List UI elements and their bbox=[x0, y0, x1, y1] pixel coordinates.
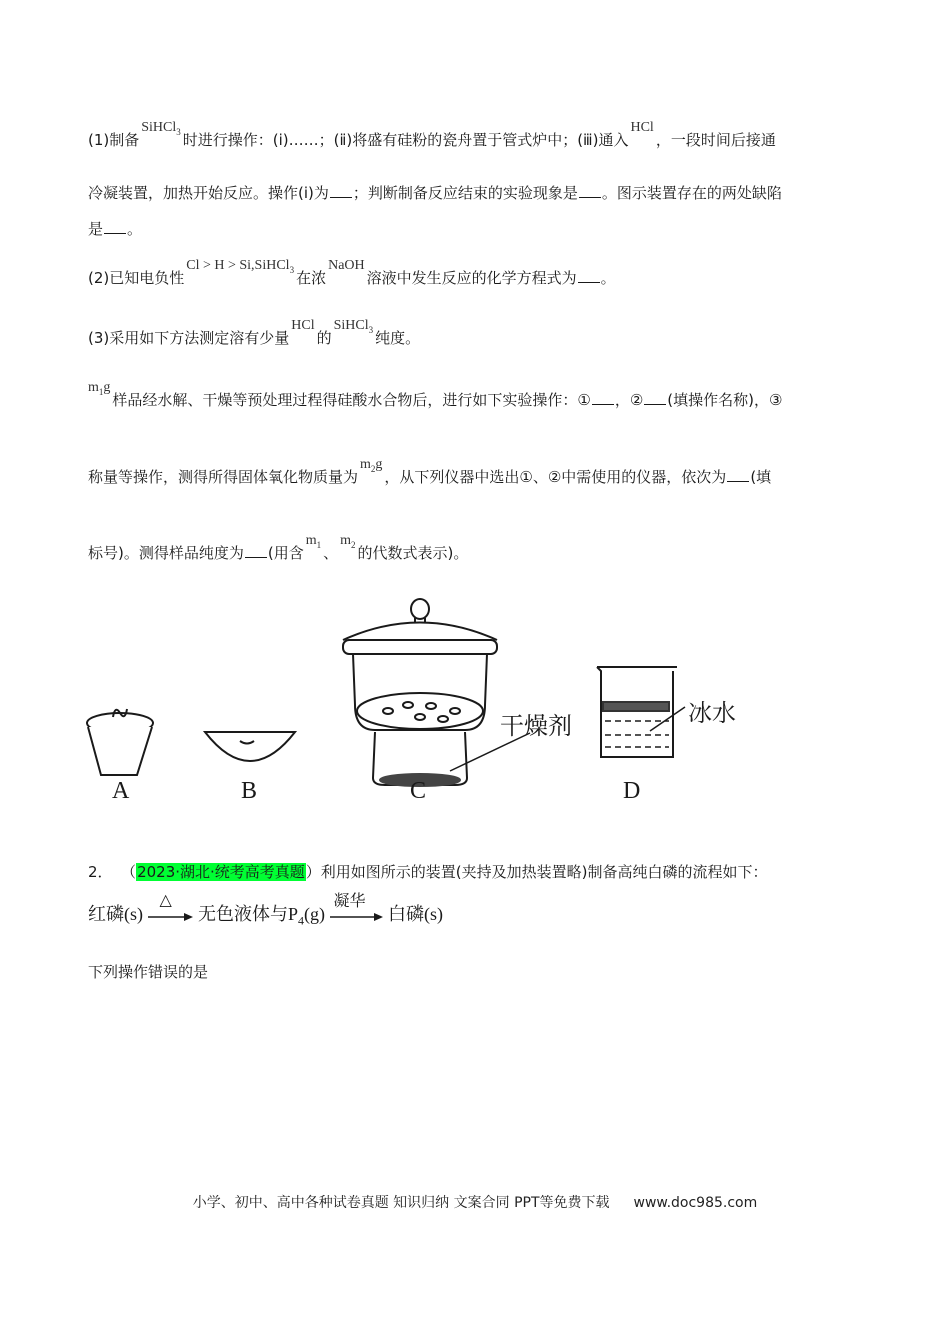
q1-line-3: 是 。 bbox=[88, 220, 143, 238]
q1-line-6: $m_1g$样品经水解、干燥等预处理过程得硅酸水合物后，进行如下实验操作：① ，② (填操作名称)，③ bbox=[88, 380, 783, 409]
answer-blank bbox=[727, 467, 749, 482]
q1-line-5: (3)采用如下方法测定溶有少量HCl的SiHCl$_3$ 纯度。 bbox=[88, 318, 421, 347]
footer-text: 小学、初中、高中各种试卷真题 知识归纳 文案合同 PPT等免费下载 bbox=[192, 1195, 610, 1211]
beaker-icon bbox=[597, 667, 685, 757]
desiccator-icon bbox=[343, 599, 530, 786]
crucible-icon bbox=[87, 709, 153, 775]
footer bbox=[0, 1192, 950, 1212]
formula-electronegativity: Cl > H > Si,SiHCl$_3$ bbox=[186, 258, 295, 275]
text: 时进行操作：(ⅰ)……；(ⅱ)将盛有硅粉的瓷舟置于管式炉中；(ⅲ)通入 bbox=[182, 131, 629, 149]
q1-line-1 bbox=[88, 120, 776, 156]
answer-blank bbox=[245, 543, 267, 558]
formula-hcl: HCl bbox=[291, 318, 315, 333]
q1-line-2: 冷凝装置，加热开始反应。操作(ⅰ)为 ；判断制备反应结束的实验现象是 。图示装置存在的两处缺陷 bbox=[88, 184, 782, 202]
formula-m1g: $m_1g$ bbox=[88, 380, 111, 397]
text: (1)制备 bbox=[88, 131, 140, 149]
footer-url[interactable]: www.doc985.com bbox=[633, 1195, 758, 1211]
q2-heading: 2． （2023·湖北·统考高考真题）利用如图所示的装置(夹持及加热装置略)制备高纯白磷的流程如下： bbox=[88, 863, 768, 881]
apparatus-figure bbox=[75, 585, 795, 815]
label-c: C bbox=[410, 778, 427, 804]
answer-blank bbox=[579, 183, 601, 198]
q1-line-8: 标号)。测得样品纯度为 (用含$m_1$ 、$m_2$ 的代数式表示)。 bbox=[88, 533, 469, 562]
q1-line-7: 称量等操作，测得所得固体氧化物质量为$m_2g$，从下列仪器中选出①、②中需使用的仪器，依次为 (填 bbox=[88, 457, 772, 486]
desiccant-label: 干燥剂 bbox=[500, 712, 572, 740]
formula-naoh: NaOH bbox=[328, 258, 365, 273]
arrow-icon bbox=[330, 912, 384, 922]
heat-symbol: △ bbox=[159, 891, 172, 909]
answer-blank bbox=[592, 390, 614, 405]
formula-hcl: HCl bbox=[630, 120, 654, 135]
q1-line-4: (2)已知电负性Cl > H > Si,SiHCl$_3$ 在浓NaOH溶液中发生反应的化学方程式为 。 bbox=[88, 258, 616, 287]
reaction-flow: 红磷(s) △ 无色液体与$P_4(g)$ 凝华 白磷(s) bbox=[88, 900, 443, 929]
answer-blank bbox=[330, 183, 352, 198]
source-badge: 2023·湖北·统考高考真题 bbox=[137, 863, 305, 881]
text: ，一段时间后接通 bbox=[655, 131, 776, 149]
evaporating-dish-icon bbox=[205, 732, 295, 761]
answer-blank bbox=[578, 268, 600, 283]
formula-sihcl3: SiHCl$_3$ bbox=[141, 120, 181, 137]
q2-question: 下列操作错误的是 bbox=[88, 963, 209, 981]
label-b: B bbox=[241, 778, 258, 804]
answer-blank bbox=[644, 390, 666, 405]
label-d: D bbox=[623, 778, 641, 804]
label-a: A bbox=[112, 778, 130, 804]
formula-m1: $m_1$ bbox=[305, 533, 322, 550]
formula-m2: $m_2$ bbox=[340, 533, 356, 550]
arrow-icon bbox=[148, 912, 194, 922]
formula-sihcl3: SiHCl$_3$ bbox=[333, 318, 374, 335]
formula-m2g: $m_2g$ bbox=[360, 457, 383, 474]
answer-blank bbox=[104, 219, 126, 234]
sublimation-label: 凝华 bbox=[333, 892, 366, 910]
ice-water-label: 冰水 bbox=[688, 699, 736, 727]
